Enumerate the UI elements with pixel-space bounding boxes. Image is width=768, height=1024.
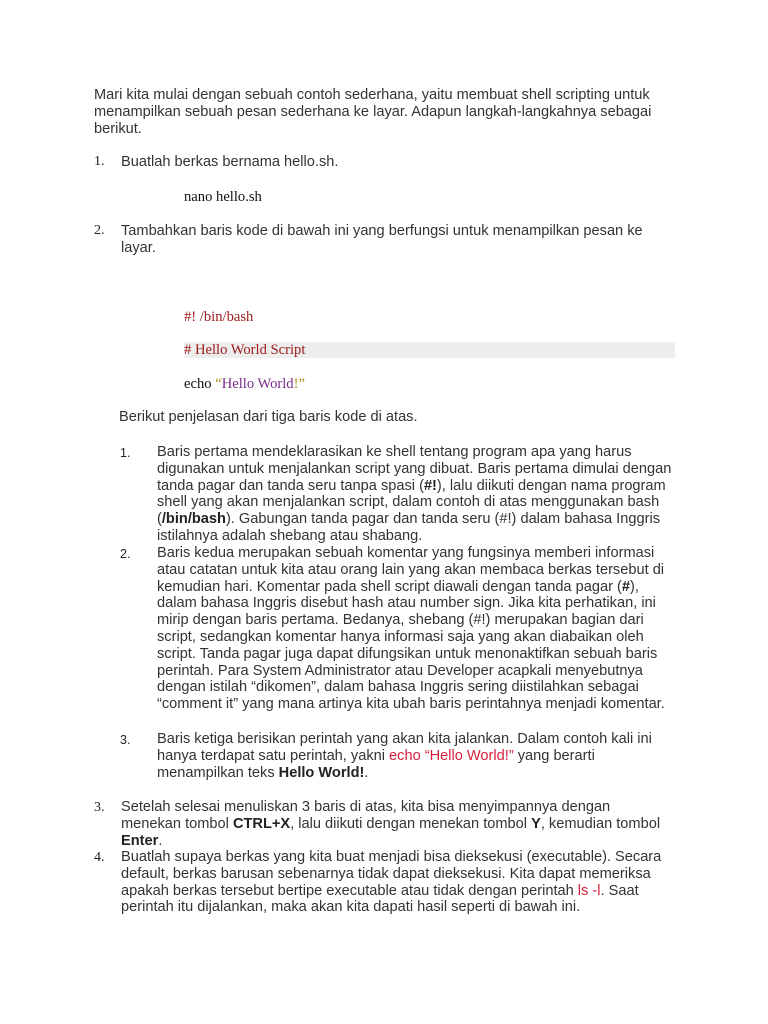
step-4-text: Buatlah supaya berkas yang kita buat menjadi bisa dieksekusi (executable). Secara default, berkas barusan sebenarnya tidak dapat dieksekusi. Kita dapat memeriksa apakah berkas tersebut bertipe executable atau tidak dengan perintah ls -l. Saat perintah itu dijalankan, maka akan kita dapati hasil seperti di bawah ini. (121, 849, 662, 916)
intro-paragraph: Mari kita mulai dengan sebuah contoh sederhana, yaitu membuat shell scripting untuk menampilkan sebuah pesan sederhana ke layar. Adapun langkah-langkahnya sebagai berikut. (94, 87, 652, 137)
code-echo (184, 376, 305, 393)
step-2-text: Tambahkan baris kode di bawah ini yang berfungsi untuk menampilkan pesan ke layar. (121, 223, 643, 256)
explanation-3-text: Baris ketiga berisikan perintah yang akan kita jalankan. Dalam contoh kali ini hanya terdapat satu perintah, yakni echo “Hello World!” yang berarti menampilkan teks Hello World!. (157, 731, 652, 781)
explanation-2-text: Baris kedua merupakan sebuah komentar yang fungsinya memberi informasi atau catatan untuk kita atau orang lain yang akan membaca berkas tersebut di kemudian hari. Komentar pada shell script diawali dengan tanda pagar (#), dalam bahasa Inggris disebut hash atau number sign. Jika kita perhatikan, ini mirip dengan baris pertama. Bedanya, shebang (#!) merupakan bagian dari script, sedangkan komentar hanya informasi saja yang akan diabaikan oleh script. Tanda pagar juga dapat difungsikan untuk menonaktifkan sebuah baris perintah. Para System Administrator atau Developer acapkali menyebutnya dengan istilah “dikomen”, dalam bahasa Inggris sering diistilahkan sebagai “comment it” yang mana artinya kita ubah baris perintahnya menjadi komentar. (157, 545, 665, 713)
code-echo-string: Hello World (221, 376, 294, 392)
explanation-3-number: 3. (120, 733, 131, 747)
step-3-text: Setelah selesai menuliskan 3 baris di atas, kita bisa menyimpannya dengan menekan tombol CTRL+X, lalu diikuti dengan menekan tombol Y, kemudian tombol Enter. (121, 799, 661, 849)
inline-command-echo: echo “Hello World!” (389, 747, 514, 764)
step-1-number: 1. (94, 154, 105, 169)
step-2-number: 2. (94, 223, 105, 238)
explanation-1-number: 1. (120, 446, 131, 460)
inline-command-ls: ls -l (577, 882, 601, 899)
explanation-intro: Berikut penjelasan dari tiga baris kode di atas. (119, 409, 418, 425)
code-echo-open-quote: “ (215, 376, 222, 392)
explanation-2-number: 2. (120, 547, 131, 561)
code-echo-close-quote: !” (293, 376, 305, 392)
step-3-number: 3. (94, 800, 105, 815)
explanation-1-text: Baris pertama mendeklarasikan ke shell tentang program apa yang harus digunakan untuk menjalankan script yang dibuat. Baris pertama dimulai dengan tanda pagar dan tanda seru tanpa spasi (#!), lalu diikuti dengan nama program shell yang akan menjalankan script, dalam contoh di atas menggunakan bash (/bin/bash). Gabungan tanda pagar dan tanda seru (#!) dalam bahasa Inggris istilahnya adalah shebang atau shabang. (157, 444, 672, 544)
code-echo-command: echo (184, 376, 216, 392)
code-comment: # Hello World Script (184, 342, 306, 358)
code-nano: nano hello.sh (184, 189, 262, 205)
step-4-number: 4. (94, 850, 105, 865)
step-1-text: Buatlah berkas bernama hello.sh. (121, 154, 339, 170)
code-shebang: #! /bin/bash (184, 309, 254, 325)
